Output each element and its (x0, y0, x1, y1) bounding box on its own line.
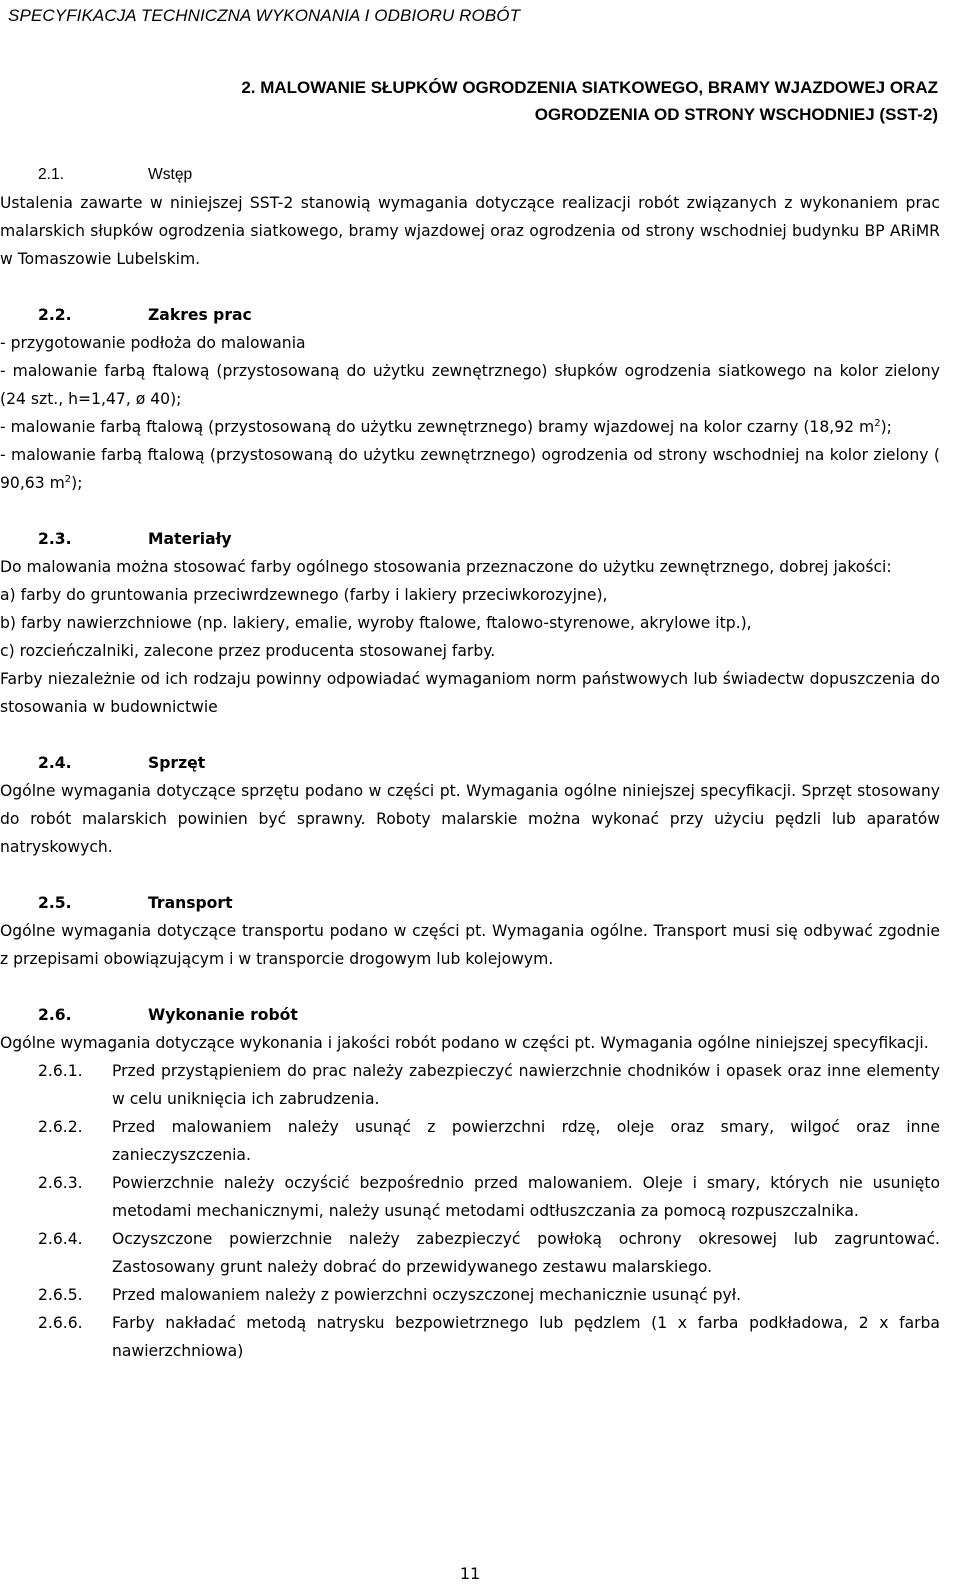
paragraph: Ogólne wymagania dotyczące transportu podano w części pt. Wymagania ogólne. Transport musi się odbywać zgodnie z przepisami obowiązującym i w transporcie drogowym lub kolejowym. (0, 922, 940, 968)
section-2-5 (0, 889, 940, 973)
list-item-text-end: ); (71, 474, 83, 492)
list-item (0, 441, 940, 497)
section-number: 2.5. (38, 894, 72, 912)
section-number: 2.4. (38, 754, 72, 772)
subsection-number: 2.6.1. (38, 1062, 83, 1080)
section-heading (0, 525, 940, 553)
superscript: 2 (874, 417, 881, 429)
list-item: - malowanie farbą ftalową (przystosowaną do użytku zewnętrznego) słupków ogrodzenia siatkowego na kolor zielony (24 szt., h=1,47, ø 40); (0, 362, 940, 408)
section-2-2 (0, 301, 940, 497)
subsection-text: Przed malowaniem należy usunąć z powierzchni rdzę, oleje oraz smary, wilgoć oraz inne zanieczyszczenia. (112, 1118, 940, 1164)
section-heading (0, 1001, 940, 1029)
list-item-text-end: ); (880, 418, 892, 436)
subsection-number: 2.6.6. (38, 1314, 83, 1332)
section-heading-title: Wstęp (148, 166, 193, 183)
subsection-number: 2.6.5. (38, 1286, 83, 1304)
subsection-text: Oczyszczone powierzchnie należy zabezpieczyć powłoką ochrony okresowej lub zagruntować. Zastosowany grunt należy dobrać do przewidywanego zestawu malarskiego. (112, 1230, 940, 1276)
section-2-6 (0, 1001, 940, 1365)
list-item: b) farby nawierzchniowe (np. lakiery, emalie, wyroby ftalowe, ftalowo-styrenowe, akrylowe itp.), (0, 614, 752, 632)
section-2-3 (0, 525, 940, 721)
running-header: SPECYFIKACJA TECHNICZNA WYKONANIA I ODBIORU ROBÓT (8, 6, 521, 25)
paragraph: Ustalenia zawarte w niniejszej SST-2 stanowią wymagania dotyczące realizacji robót związanych z wykonaniem prac malarskich słupków ogrodzenia siatkowego, bramy wjazdowej oraz ogrodzenia od strony wschodniej budynku BP ARiMR w Tomaszowie Lubelskim. (0, 194, 940, 268)
section-title-line-2: OGRODZENIA OD STRONY WSCHODNIEJ (SST-2) (534, 105, 938, 124)
section-heading-title: Wykonanie robót (148, 1006, 298, 1024)
list-item: - przygotowanie podłoża do malowania (0, 334, 306, 352)
subsection-number: 2.6.3. (38, 1174, 83, 1192)
section-number: 2.1. (38, 166, 65, 183)
section-title-line-1: 2. MALOWANIE SŁUPKÓW OGRODZENIA SIATKOWEGO, BRAMY WJAZDOWEJ ORAZ (241, 78, 938, 97)
paragraph: Do malowania można stosować farby ogólnego stosowania przeznaczone do użytku zewnętrznego, dobrej jakości: (0, 558, 892, 576)
section-number: 2.6. (38, 1006, 72, 1024)
superscript: 2 (64, 473, 72, 485)
section-2-4 (0, 749, 940, 861)
subsection-item (38, 1281, 940, 1309)
list-item: a) farby do gruntowania przeciwrdzewnego (farby i lakiery przeciwkorozyjne), (0, 586, 608, 604)
subsection-item (38, 1113, 940, 1169)
subsection-item (38, 1057, 940, 1113)
section-heading-title: Transport (148, 894, 233, 912)
subsection-text: Przed przystąpieniem do prac należy zabezpieczyć nawierzchnie chodników i opasek oraz inne elementy w celu uniknięcia ich zabrudzenia. (112, 1062, 940, 1108)
section-2-1 (0, 160, 940, 273)
section-number: 2.2. (38, 306, 72, 324)
list-item: c) rozcieńczalniki, zalecone przez producenta stosowanej farby. (0, 642, 496, 660)
section-heading (0, 301, 940, 329)
paragraph: Farby niezależnie od ich rodzaju powinny odpowiadać wymaganiom norm państwowych lub świadectw dopuszczenia do stosowania w budownictwie (0, 670, 940, 716)
subsection-number: 2.6.4. (38, 1230, 83, 1248)
paragraph: Ogólne wymagania dotyczące sprzętu podano w części pt. Wymagania ogólne niniejszej specyfikacji. Sprzęt stosowany do robót malarskich powinien być sprawny. Roboty malarskie można wykonać przy użyciu pędzli lub aparatów natryskowych. (0, 782, 940, 856)
section-heading-title: Materiały (148, 530, 232, 548)
section-heading (0, 749, 940, 777)
list-item (0, 413, 940, 441)
section-heading-title: Zakres prac (148, 306, 252, 324)
section-title (38, 74, 938, 128)
document-body (0, 160, 940, 1365)
subsection-item (38, 1309, 940, 1365)
section-number: 2.3. (38, 530, 72, 548)
subsection-item (38, 1225, 940, 1281)
paragraph: Ogólne wymagania dotyczące wykonania i jakości robót podano w części pt. Wymagania ogólne niniejszej specyfikacji. (0, 1034, 929, 1052)
list-item-text: - malowanie farbą ftalową (przystosowaną do użytku zewnętrznego) bramy wjazdowej na kolor czarny (18,92 m (0, 418, 875, 436)
subsection-text: Przed malowaniem należy z powierzchni oczyszczonej mechanicznie usunąć pył. (112, 1286, 742, 1304)
section-heading (0, 889, 940, 917)
subsection-number: 2.6.2. (38, 1118, 83, 1136)
section-heading-title: Sprzęt (148, 754, 206, 772)
page-number: 11 (459, 1564, 481, 1583)
subsection-item (38, 1169, 940, 1225)
list-item-text: - malowanie farbą ftalową (przystosowaną do użytku zewnętrznego) ogrodzenia od strony wschodniej na kolor zielony ( 90,63 m (0, 446, 940, 492)
section-heading (0, 160, 940, 189)
subsection-text: Farby nakładać metodą natrysku bezpowietrznego lub pędzlem (1 x farba podkładowa, 2 x farba nawierzchniowa) (112, 1314, 940, 1360)
subsection-text: Powierzchnie należy oczyścić bezpośrednio przed malowaniem. Oleje i smary, których nie usunięto metodami mechanicznymi, należy usunąć metodami odtłuszczania za pomocą rozpuszczalnika. (112, 1174, 940, 1220)
